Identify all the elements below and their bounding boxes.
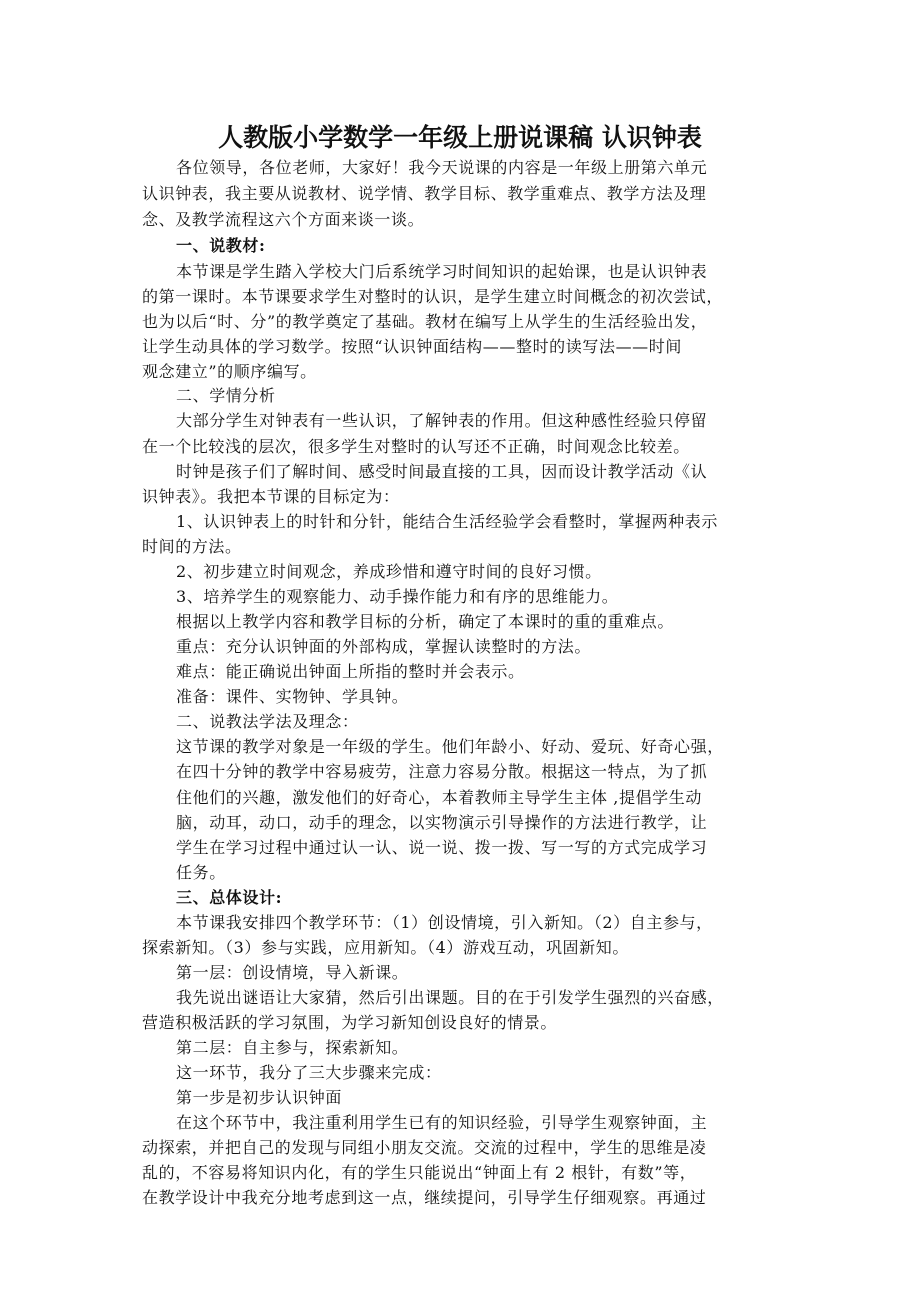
- paragraph-line: 念、及教学流程这六个方面来谈一谈。: [142, 210, 425, 229]
- section-heading: 一、说教材:: [176, 236, 266, 255]
- paragraph-line: 住他们的兴趣，激发他们的好奇心，本着教师主导学生主体 ,提倡学生动: [176, 788, 702, 807]
- paragraph-line: 根据以上教学内容和教学目标的分析，确定了本课时的重的重难点。: [176, 612, 675, 631]
- paragraph-line: 1、认识钟表上的时针和分针，能结合生活经验学会看整时，掌握两种表示: [176, 512, 718, 531]
- section-heading: 二、学情分析: [176, 386, 276, 405]
- paragraph-line: 我先说出谜语让大家猜，然后引出课题。目的在于引发学生强烈的兴奋感，: [176, 988, 724, 1007]
- paragraph-line: 难点：能正确说出钟面上所指的整时并会表示。: [176, 662, 525, 681]
- paragraph-line: 识钟表》。我把本节课的目标定为：: [142, 487, 400, 506]
- paragraph-line: 3、培养学生的观察能力、动手操作能力和有序的思维能力。: [176, 587, 619, 606]
- paragraph-line: 在教学设计中我充分地考虑到这一点，继续提问，引导学生仔细观察。再通过: [142, 1188, 707, 1207]
- paragraph-line: 第一步是初步认识钟面: [176, 1088, 343, 1107]
- paragraph-line: 大部分学生对钟表有一些认识，了解钟表的作用。但这种感性经验只停留: [176, 411, 708, 430]
- section-heading: 三、总体设计:: [176, 888, 283, 907]
- paragraph-line: 这一环节，我分了三大步骤来完成：: [176, 1063, 442, 1082]
- paragraph-line: 让学生动具体的学习数学。按照“认识钟面结构——整时的读写法——时间: [142, 337, 682, 356]
- paragraph-line: 重点：充分认识钟面的外部构成，掌握认读整时的方法。: [176, 637, 592, 656]
- paragraph-line: 营造积极活跃的学习氛围，为学习新知创设良好的情景。: [142, 1013, 558, 1032]
- paragraph-line: 在一个比较浅的层次，很多学生对整时的认写还不正确，时间观念比较差。: [142, 437, 690, 456]
- paragraph-line: 在这个环节中，我注重利用学生已有的知识经验，引导学生观察钟面，主: [176, 1113, 708, 1132]
- paragraph-line: 准备：课件、实物钟、学具钟。: [176, 687, 409, 706]
- paragraph-line: 第二层：自主参与，探索新知。: [176, 1038, 409, 1057]
- paragraph-line: 动探索，并把自己的发现与同组小朋友交流。交流的过程中，学生的思维是凌: [142, 1138, 707, 1157]
- paragraph-line: 任务。: [176, 863, 226, 882]
- paragraph-line: 2、初步建立时间观念，养成珍惜和遵守时间的良好习惯。: [176, 562, 602, 581]
- paragraph-line: 也为以后“时、分”的教学奠定了基础。教材在编写上从学生的生活经验出发，: [142, 312, 708, 331]
- paragraph-line: 各位领导，各位老师，大家好！我今天说课的内容是一年级上册第六单元: [176, 158, 708, 177]
- paragraph-line: 脑，动耳，动口，动手的理念，以实物演示引导操作的方法进行教学，让: [176, 813, 708, 832]
- paragraph-line: 本节课我安排四个教学环节：（1）创设情境，引入新知。（2）自主参与，: [176, 913, 713, 932]
- paragraph-line: 乱的，不容易将知识内化，有的学生只能说出“钟面上有 2 根针，有数”等，: [142, 1163, 697, 1182]
- paragraph-line: 观念建立”的顺序编写。: [142, 362, 317, 381]
- paragraph-line: 的第一课时。本节课要求学生对整时的认识，是学生建立时间概念的初次尝试，: [142, 287, 724, 306]
- page-title: 人教版小学数学一年级上册说课稿 认识钟表: [218, 123, 702, 152]
- paragraph-line: 本节课是学生踏入学校大门后系统学习时间知识的起始课，也是认识钟表: [176, 262, 708, 281]
- paragraph-line: 这节课的教学对象是一年级的学生。他们年龄小、好动、爱玩、好奇心强，: [176, 737, 724, 756]
- paragraph-line: 探索新知。（3）参与实践，应用新知。（4）游戏互动，巩固新知。: [142, 938, 629, 957]
- paragraph-line: 第一层：创设情境，导入新课。: [176, 963, 409, 982]
- paragraph-line: 学生在学习过程中通过认一认、说一说、拨一拨、写一写的方式完成学习: [176, 838, 708, 857]
- paragraph-line: 时钟是孩子们了解时间、感受时间最直接的工具，因而设计教学活动《认: [176, 462, 708, 481]
- paragraph-line: 时间的方法。: [142, 537, 242, 556]
- section-heading: 二、说教法学法及理念：: [176, 712, 359, 731]
- paragraph-line: 认识钟表，我主要从说教材、说学情、教学目标、教学重难点、教学方法及理: [142, 184, 707, 203]
- paragraph-line: 在四十分钟的教学中容易疲劳，注意力容易分散。根据这一特点，为了抓: [176, 762, 708, 781]
